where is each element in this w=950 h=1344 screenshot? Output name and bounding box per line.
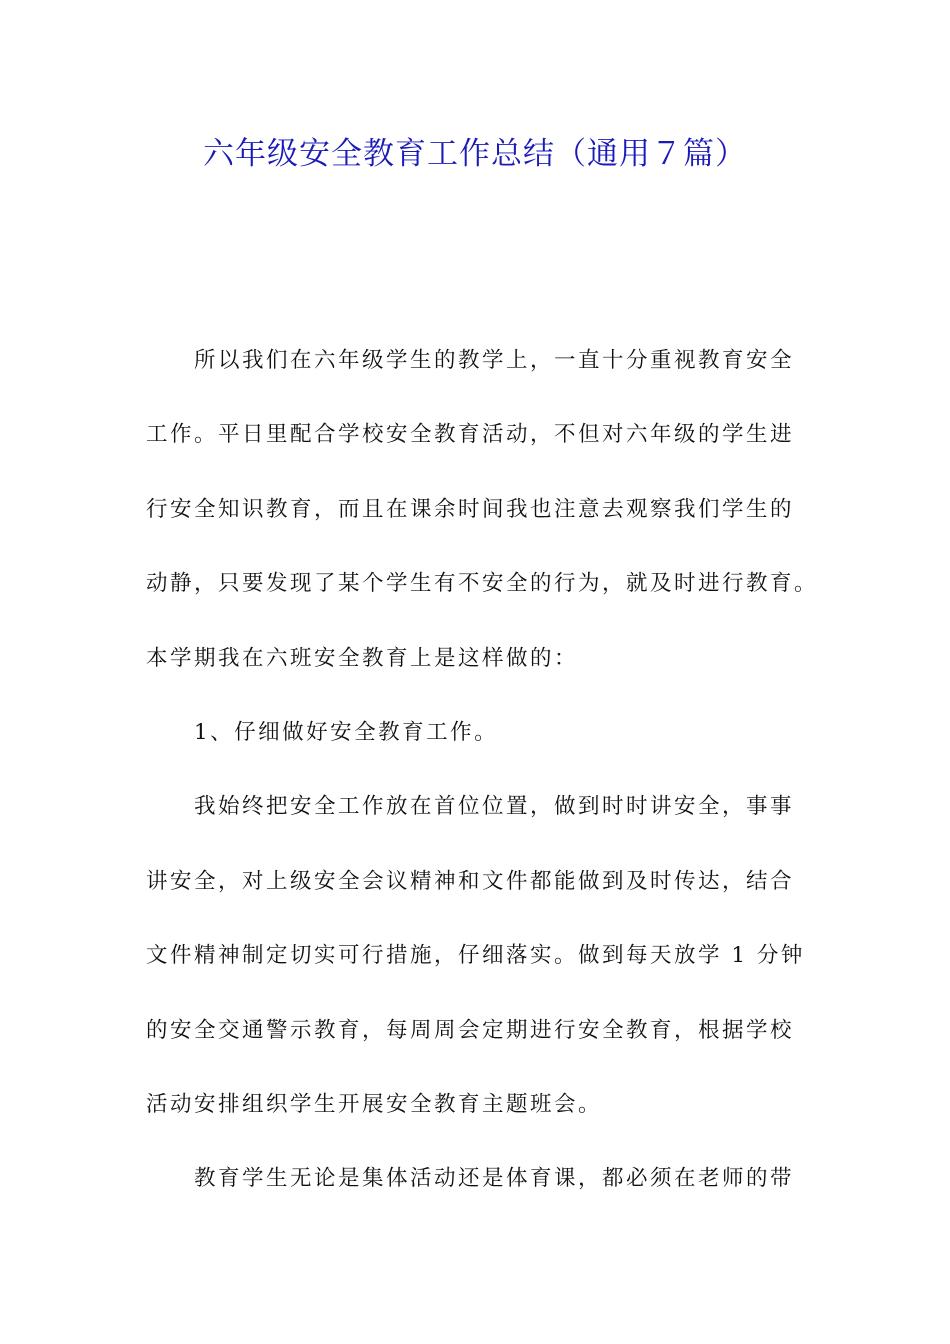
paragraph-line: 本学期我在六班安全教育上是这样做的：: [146, 645, 579, 671]
paragraph-line: 讲安全，对上级安全会议精神和文件都能做到及时传达，结合: [146, 868, 795, 894]
section-heading: 1、仔细做好安全教育工作。: [194, 719, 499, 745]
document-title: 六年级安全教育工作总结（通用７篇）: [203, 136, 747, 172]
document-body: [146, 336, 822, 1229]
paragraph-line: 我始终把安全工作放在首位位置，做到时时讲安全，事事: [194, 794, 795, 820]
paragraph-line: 文件精神制定切实可行措施，仔细落实。做到每天放学 1 分钟: [146, 943, 805, 969]
paragraph-line: 的安全交通警示教育，每周周会定期进行安全教育，根据学校: [146, 1017, 795, 1043]
paragraph-line: 教育学生无论是集体活动还是体育课，都必须在老师的带: [194, 1166, 795, 1192]
paragraph-line: 行安全知识教育，而且在课余时间我也注意去观察我们学生的: [146, 496, 795, 522]
paragraph-line: 所以我们在六年级学生的教学上，一直十分重视教育安全: [194, 348, 795, 373]
paragraph-line: 活动安排组织学生开展安全教育主题班会。: [146, 1091, 603, 1117]
paragraph-line: 动静，只要发现了某个学生有不安全的行为，就及时进行教育。: [146, 571, 819, 597]
paragraph-line: 工作。平日里配合学校安全教育活动，不但对六年级的学生进: [146, 422, 795, 448]
